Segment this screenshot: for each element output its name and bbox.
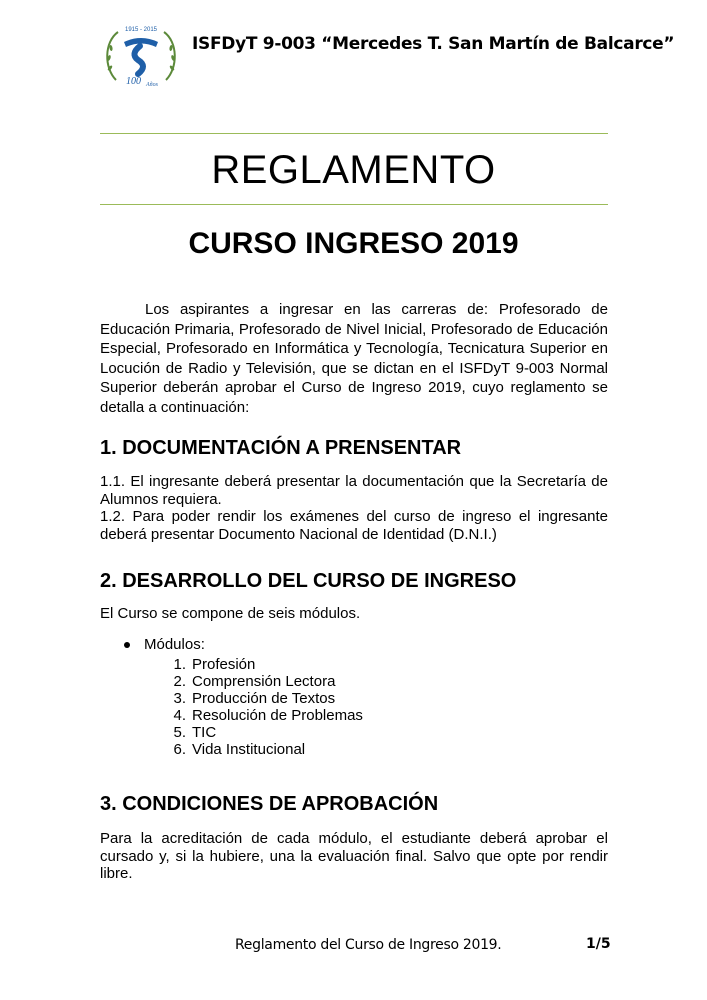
logo-years-text: 1915 - 2015 <box>124 27 158 33</box>
modules-list <box>165 656 363 758</box>
bullet-icon <box>124 642 130 648</box>
logo-100-text: 100 <box>126 76 141 87</box>
list-item: 3. Producción de Textos <box>173 690 336 707</box>
institution-name: ISFDyT 9-003 “Mercedes T. San Martín de Balcarce” <box>192 34 675 54</box>
list-item: 1. Profesión <box>173 656 256 673</box>
section-1-paragraph-2: 1.2. Para poder rendir los exámenes del curso de ingreso el ingresante deberá presentar Documento Nacional de Identidad (D.N.I.) <box>100 508 608 543</box>
title-divider <box>100 204 608 205</box>
section-1-paragraph-1: 1.1. El ingresante deberá presentar la documentación que la Secretaría de Alumnos requiera. <box>100 473 608 508</box>
logo-anos-text: Años <box>146 82 158 88</box>
document-subtitle: CURSO INGRESO 2019 <box>188 227 519 260</box>
intro-paragraph: Los aspirantes a ingresar en las carreras de: Profesorado de Educación Primaria, Profesorado de Nivel Inicial, Profesorado de Educación Especial, Profesorado en Informática y Tecnología, Tecnicatura Superior en Locución de Radio y Televisión, que se dictan en el ISFDyT 9-003 Normal Superior deberán aprobar el Curso de Ingreso 2019, cuyo reglamento se detalla a continuación: <box>100 301 608 416</box>
modules-bullet <box>124 636 205 653</box>
section-3-paragraph: Para la acreditación de cada módulo, el estudiante deberá aprobar el cursado y, si la hubiere, una la evaluación final. Salvo que opte por rendir libre. <box>100 830 608 882</box>
section-1-heading: 1. DOCUMENTACIÓN A PRENSENTAR <box>100 437 462 459</box>
footer-text: Reglamento del Curso de Ingreso 2019. <box>235 937 502 953</box>
document-title: REGLAMENTO <box>211 148 496 192</box>
section-2-paragraph: El Curso se compone de seis módulos. <box>100 605 361 622</box>
page-header <box>100 22 675 92</box>
institution-logo <box>100 22 182 92</box>
section-2-heading: 2. DESARROLLO DEL CURSO DE INGRESO <box>100 570 517 592</box>
top-divider <box>100 133 608 134</box>
list-item: 5. TIC <box>173 724 217 741</box>
modules-bullet-label: Módulos: <box>144 636 205 653</box>
section-3-heading: 3. CONDICIONES DE APROBACIÓN <box>100 793 439 815</box>
page-number: 1/5 <box>586 936 611 952</box>
list-item: 6. Vida Institucional <box>173 741 306 758</box>
list-item: 4. Resolución de Problemas <box>173 707 363 724</box>
list-item: 2. Comprensión Lectora <box>173 673 336 690</box>
